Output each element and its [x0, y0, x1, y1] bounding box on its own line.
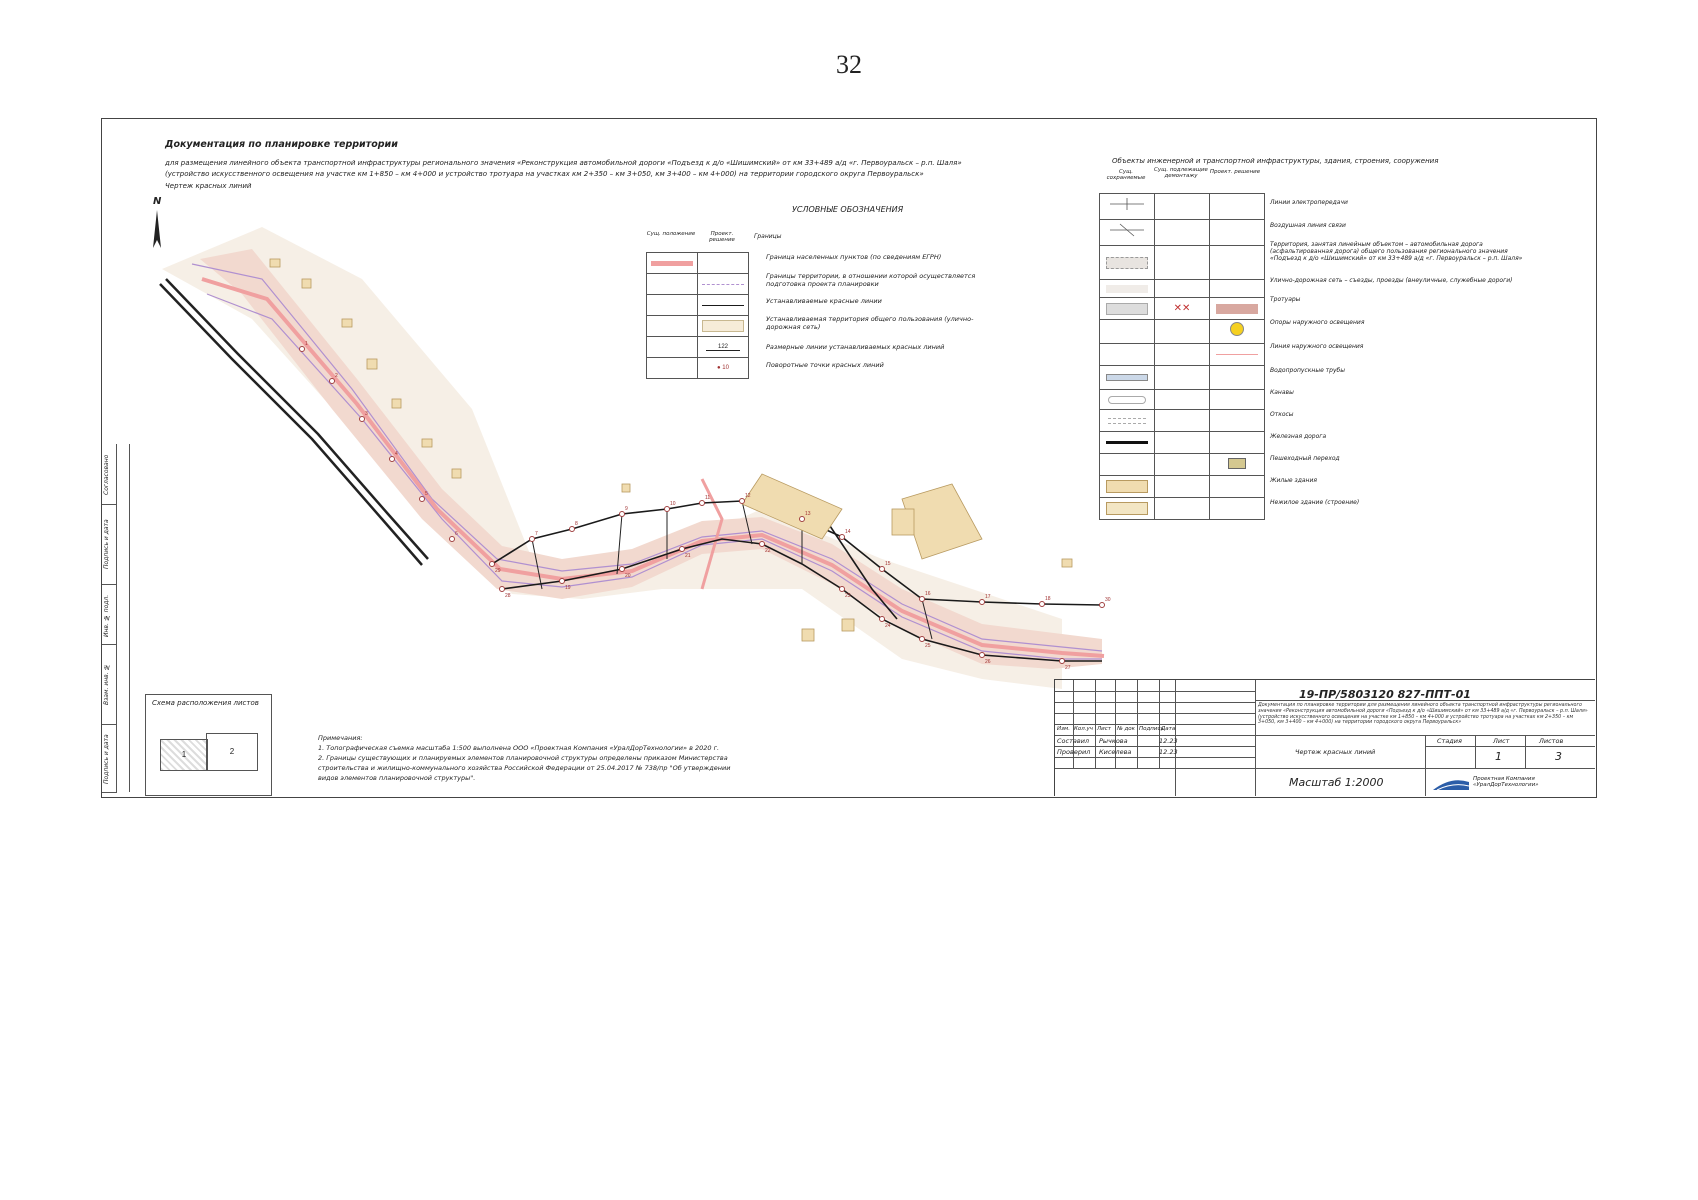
- document-title: Документация по планировке территории: [165, 139, 398, 150]
- legend-table: 122 ● 10: [646, 252, 749, 379]
- title-block: [1054, 679, 1595, 796]
- notes-heading: Примечания:: [318, 734, 363, 742]
- tb-stage-label: Стадия: [1437, 737, 1462, 745]
- point-label: 13: [805, 511, 811, 517]
- legend2-item: Воздушная линия связи: [1270, 222, 1346, 229]
- legend-item: Размерные линии устанавливаемых красных линий: [766, 343, 945, 351]
- point-label: 30: [1105, 597, 1111, 603]
- legend2-item: Жилые здания: [1270, 477, 1317, 484]
- legend2-item: Водопропускные трубы: [1270, 367, 1345, 374]
- point-label: 12: [745, 493, 751, 499]
- point-label: 28: [505, 593, 511, 599]
- point-label: 10: [670, 501, 676, 507]
- note-item: 1. Топографическая съемка масштаба 1:500 выполнена ООО «Проектная Компания «УралДорТехнологии» в 2020 г.: [318, 744, 720, 753]
- point-label: 1: [305, 341, 308, 347]
- legend-col-borders: Границы: [754, 233, 782, 240]
- point-label: 15: [885, 561, 891, 567]
- legend2-item: Опоры наружного освещения: [1270, 319, 1365, 326]
- point-label: 5: [425, 491, 428, 497]
- tb-col-header: Лист: [1097, 726, 1111, 732]
- sidebar-label: Подпись и дата: [103, 519, 110, 569]
- legend-item: Поворотные точки красных линий: [766, 361, 884, 369]
- schema-sheet-2-label: 2: [229, 747, 235, 756]
- tb-col-header: № док: [1117, 726, 1135, 732]
- tb-sheets-label: Листов: [1539, 737, 1564, 745]
- page-number: 32: [836, 50, 862, 79]
- point-label: 22: [765, 548, 771, 554]
- north-label: N: [153, 196, 162, 207]
- point-label: 16: [925, 591, 931, 597]
- legend-item: Граница населенных пунктов (по сведениям ЕГРН): [766, 253, 942, 261]
- legend2-item: Откосы: [1270, 411, 1294, 418]
- legend-col-projected: Проект. решение: [709, 231, 735, 244]
- point-label: 21: [685, 553, 691, 559]
- tb-sheet-label: Лист: [1493, 737, 1510, 745]
- legend2-col-projected: Проект. решение: [1209, 169, 1261, 175]
- point-label: 24: [885, 623, 891, 629]
- drawing-sheet: [101, 118, 1597, 798]
- legend2-item: Линия наружного освещения: [1270, 343, 1364, 350]
- tb-col-header: Изм.: [1057, 726, 1070, 732]
- legend-col-existing: Сущ. положение: [646, 231, 696, 237]
- tb-col-header: Дата: [1161, 726, 1176, 732]
- schema-sheet-1: [160, 739, 208, 771]
- point-label: 20: [625, 573, 631, 579]
- sidebar-label: Инв. № подл.: [103, 594, 110, 638]
- point-label: 11: [705, 495, 711, 501]
- sidebar-stamp: [102, 444, 130, 792]
- note-item: 2. Границы существующих и планируемых элементов планировочной структуры определены приказом Министерства строительства и жилищно-коммунального хозяйства Российской Федерации от 25.04.2017 № 738/пр "Об утверждении видов элементов планировочной структуры".: [318, 754, 731, 783]
- point-label: 17: [985, 594, 991, 600]
- point-label: 26: [985, 659, 991, 665]
- point-label: 18: [1045, 596, 1051, 602]
- point-label: 9: [625, 506, 628, 512]
- sidebar-label: Подпись и дата: [103, 734, 110, 784]
- sheet-layout-schema: [145, 694, 272, 796]
- drawing-caption: Чертеж красных линий: [165, 182, 252, 190]
- point-label: 4: [395, 451, 398, 457]
- legend2-item: Территория, занятая линейным объектом – автомобильная дорога (асфальтированная дорога) общего пользования регионального значения «Подъезд к д/о «Шишимский» от км 33+489 а/д «г. Первоуральск – р.п. Шаля»: [1270, 241, 1523, 263]
- legend2-col-demolished: Сущ. подлежащие демонтажу: [1154, 167, 1208, 180]
- point-label: 19: [565, 585, 571, 591]
- drawing-description: Документация по планировке территории для размещения линейного объекта транспортной инфраструктуры регионального значения «Реконструкция автомобильной дороги «Подъезд к д/о «Шишимский» от км 33+489 а/д «г. Первоуральск – р.п. Шаля» (устройство искусственного освещения на участке км 1+850 – км 4+000 и устройство тротуара на участках км 2+350 – км 3+050, км 3+400 – км 4+000) на территории городского округа Первоуральск»: [1258, 703, 1588, 726]
- notes: [318, 733, 748, 783]
- document-subtitle-line-2: (устройство искусственного освещения на участке км 1+850 – км 4+000 и устройство тротуара на участках км 2+350 – км 3+050, км 3+400 – км 4+000) на территории городского округа Первоуральск»: [165, 170, 924, 178]
- legend2-item: Тротуары: [1270, 296, 1301, 303]
- tb-name-checked: Киселева: [1099, 748, 1132, 756]
- legend2-item: Пешеходный переход: [1270, 455, 1340, 462]
- point-label: 27: [1065, 665, 1071, 671]
- point-label: 29: [495, 568, 501, 574]
- legend2-item: Линии электропередачи: [1270, 199, 1348, 206]
- drawing-code: 19-ПР/5803120 827-ППТ-01: [1299, 688, 1471, 701]
- schema-sheet-1-label: 1: [181, 750, 187, 759]
- point-label: 7: [535, 531, 538, 537]
- company-logo-icon: [1431, 772, 1471, 792]
- tb-col-header: Кол.уч: [1074, 726, 1094, 732]
- point-label: 3: [365, 411, 368, 417]
- point-label: 23: [845, 593, 851, 599]
- legend2-table: ✕✕: [1099, 193, 1265, 520]
- legend2-title: Объекты инженерной и транспортной инфраструктуры, здания, строения, сооружения: [1112, 157, 1439, 165]
- point-label: 6: [455, 531, 458, 537]
- point-label: 25: [925, 643, 931, 649]
- schema-title: Схема расположения листов: [152, 699, 259, 707]
- tb-name-made: Рычкова: [1099, 737, 1128, 745]
- legend-item: Границы территории, в отношении которой осуществляется подготовка проекта планировки: [766, 272, 976, 289]
- tb-date-made: 12.23: [1159, 737, 1178, 745]
- legend2-item: Канавы: [1270, 389, 1294, 396]
- legend2-item: Нежилое здание (строение): [1270, 499, 1360, 506]
- legend-item: Устанавливаемые красные линии: [766, 297, 882, 305]
- point-label: 14: [845, 529, 851, 535]
- legend2-item: Железная дорога: [1270, 433, 1327, 440]
- legend2-item: Улично-дорожная сеть – съезды, проезды (внеуличные, служебные дороги): [1270, 277, 1513, 284]
- schema-sheet-2: [206, 733, 258, 771]
- legend-dimension-sample: 122: [717, 343, 728, 350]
- tb-col-header: Подпись: [1139, 726, 1164, 732]
- sidebar-label: Взам. инв. №: [103, 663, 110, 705]
- document-subtitle-line-1: для размещения линейного объекта транспортной инфраструктуры регионального значения «Реконструкция автомобильной дороги «Подъезд к д/о «Шишимский» от км 33+489 а/д «г. Первоуральск – р.п. Шаля»: [165, 159, 962, 167]
- tb-drawing-name: Чертеж красных линий: [1295, 748, 1376, 756]
- tb-scale: Масштаб 1:2000: [1289, 776, 1384, 789]
- legend2-col-existing: Сущ. сохраняемые: [1106, 169, 1146, 182]
- legend-point-sample: 10: [722, 365, 729, 371]
- tb-role-checked: Проверил: [1057, 748, 1091, 756]
- tb-sheet-count: 3: [1555, 750, 1562, 763]
- tb-sheet-number: 1: [1495, 750, 1502, 763]
- sidebar-label: Согласовано: [103, 454, 110, 496]
- point-label: 8: [575, 521, 578, 527]
- tb-date-checked: 12.23: [1159, 748, 1178, 756]
- point-label: 2: [335, 373, 338, 379]
- tb-company: Проектная Компания «УралДорТехнологии»: [1473, 776, 1539, 788]
- legend-item: Устанавливаемая территория общего пользования (улично-дорожная сеть): [766, 315, 974, 332]
- legend-title: УСЛОВНЫЕ ОБОЗНАЧЕНИЯ: [792, 205, 904, 214]
- tb-role-made: Составил: [1057, 737, 1090, 745]
